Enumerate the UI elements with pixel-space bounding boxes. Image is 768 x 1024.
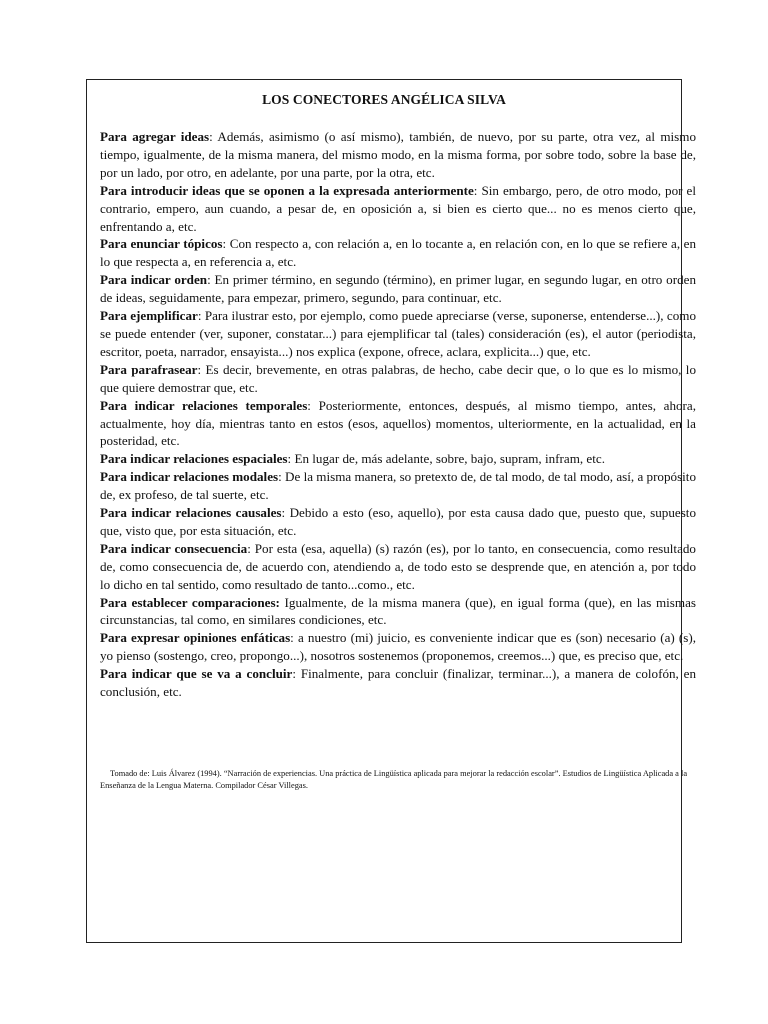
entry-text: Sin embargo, pero, de otro modo, por el contrario, empero, aun cuando, a pesar de, en oposición a, si bien es cierto que... no es menos cierto que, enfrentando a, etc. <box>100 182 696 234</box>
entry-oponen <box>100 182 696 236</box>
entry-separator: : <box>292 666 297 682</box>
entry-term: Para agregar ideas <box>100 129 210 144</box>
entry-parafrasear <box>100 361 696 397</box>
entry-espaciales <box>100 450 696 468</box>
entry-consecuencia <box>100 540 696 594</box>
entry-separator: : <box>287 451 292 467</box>
entry-term: Para indicar relaciones espaciales <box>100 451 288 467</box>
entry-separator: : <box>473 182 478 198</box>
entry-term: Para indicar orden <box>100 272 208 288</box>
entry-agregar-ideas <box>100 128 696 182</box>
entry-separator: : <box>307 397 311 413</box>
entry-separator: : <box>222 236 227 252</box>
entry-term: Para indicar consecuencia <box>100 540 248 556</box>
source-citation <box>100 768 696 792</box>
entry-text: Con respecto a, con relación a, en lo tocante a, en relación con, en lo que se refiere a, en lo que respecta a, en referencia a, etc. <box>100 236 697 270</box>
entry-text: Posteriormente, entonces, después, al mismo tiempo, antes, ahora, actualmente, hoy día, mientras tanto en estos (esos, aquellos) momentos, ulteriormente, en la actualidad, en la posteridad, etc. <box>100 397 696 449</box>
entry-ejemplificar <box>100 307 696 361</box>
entry-term: Para enunciar tópicos <box>100 236 223 252</box>
entry-text: Igualmente, de la misma manera (que), en igual forma (que), en las mismas circunstancias, tal como, en similares condiciones, etc. <box>100 594 696 628</box>
entry-term: Para establecer comparaciones: <box>100 594 280 610</box>
connectors-list <box>100 128 696 701</box>
entry-text: Para ilustrar esto, por ejemplo, como puede apreciarse (verse, suponerse, entenderse...), como se puede entender (ver, suponer, constatar...) para ejemplificar tal (tales) consideración (es), el autor (periodista, escritor, poeta, narrador, ensayista...) nos explica (expone, ofrece, aclara, explicita...) que, etc. <box>100 308 696 359</box>
entry-term: Para parafrasear <box>100 361 198 377</box>
entry-separator: : <box>197 308 202 324</box>
entry-separator: : <box>281 505 286 521</box>
entry-text: Finalmente, para concluir (finalizar, terminar...), a manera de colofón, en conclusión, etc. <box>100 666 696 700</box>
citation-text: Tomado de: Luis Álvarez (1994). “Narración de experiencias. Una práctica de Lingüística aplicada para mejorar la redacción escolar”. Estudios de Lingüística Aplicada a la Enseñanza de la Lengua Materna. Compilador César Villegas. <box>100 769 688 790</box>
entry-term: Para indicar relaciones temporales <box>100 397 308 413</box>
entry-text: Por esta (esa, aquella) (s) razón (es), por lo tanto, en consecuencia, como resultado de, como consecuencia de, de acuerdo con, atendiendo a, de todo esto se desprende que, en atención a, por todo lo dicho en tal sentido, como resultado de tanto...como., etc. <box>100 540 696 592</box>
entry-modales <box>100 468 696 504</box>
entry-text: En primer término, en segundo (término), en primer lugar, en segundo lugar, en otro orden de ideas, seguidamente, para empezar, primero, segundo, para continuar, etc. <box>100 272 696 306</box>
entry-comparaciones <box>100 594 696 630</box>
entry-term: Para expresar opiniones enfáticas <box>100 630 291 646</box>
entry-text: Debido a esto (eso, aquello), por esta causa dado que, puesto que, supuesto que, visto que, por esta situación, etc. <box>100 505 696 538</box>
entry-term: Para indicar que se va a concluir <box>100 666 293 682</box>
entry-temporales <box>100 397 696 451</box>
entry-topicos <box>100 235 696 271</box>
document-title: LOS CONECTORES ANGÉLICA SILVA <box>262 92 506 107</box>
entry-separator: : <box>209 129 213 144</box>
entry-orden <box>100 271 696 307</box>
entry-text: Además, asimismo (o así mismo), también, de nuevo, por su parte, otra vez, al mismo tiempo, igualmente, de la misma manera, del mismo modo, en la misma forma, por sobre todo, sobre la base de, por un lado, por otro, en adelante, por una parte, por la otra, etc. <box>100 129 696 180</box>
entry-term: Para ejemplificar <box>100 308 198 324</box>
entry-separator: : <box>207 272 211 288</box>
entry-separator: : <box>278 469 282 485</box>
entry-separator: : <box>290 630 294 646</box>
entry-text: En lugar de, más adelante, sobre, bajo, supram, infram, etc. <box>291 451 605 467</box>
entry-causales <box>100 504 696 540</box>
entry-separator: : <box>247 540 251 556</box>
entry-text: De la misma manera, so pretexto de, de tal modo, de tal modo, así, a propósito de, ex profeso, de tal suerte, etc. <box>100 469 696 503</box>
entry-separator: : <box>197 361 202 377</box>
entry-term: Para indicar relaciones modales <box>100 469 279 485</box>
entry-concluir <box>100 665 696 701</box>
entry-opiniones <box>100 629 696 665</box>
entry-text: Es decir, brevemente, en otras palabras, de hecho, cabe decir que, o lo que es lo mismo, lo que quiere demostrar que, etc. <box>100 361 696 395</box>
entry-text: a nuestro (mi) juicio, es conveniente indicar que es (son) necesario (a) (s), yo pienso (sostengo, creo, propongo...), nosotros sostenemos (proponemos, creemos...) que, es preciso que, etc. <box>100 630 697 664</box>
entry-term: Para indicar relaciones causales <box>100 505 282 521</box>
entry-term: Para introducir ideas que se oponen a la expresada anteriormente <box>100 182 474 198</box>
